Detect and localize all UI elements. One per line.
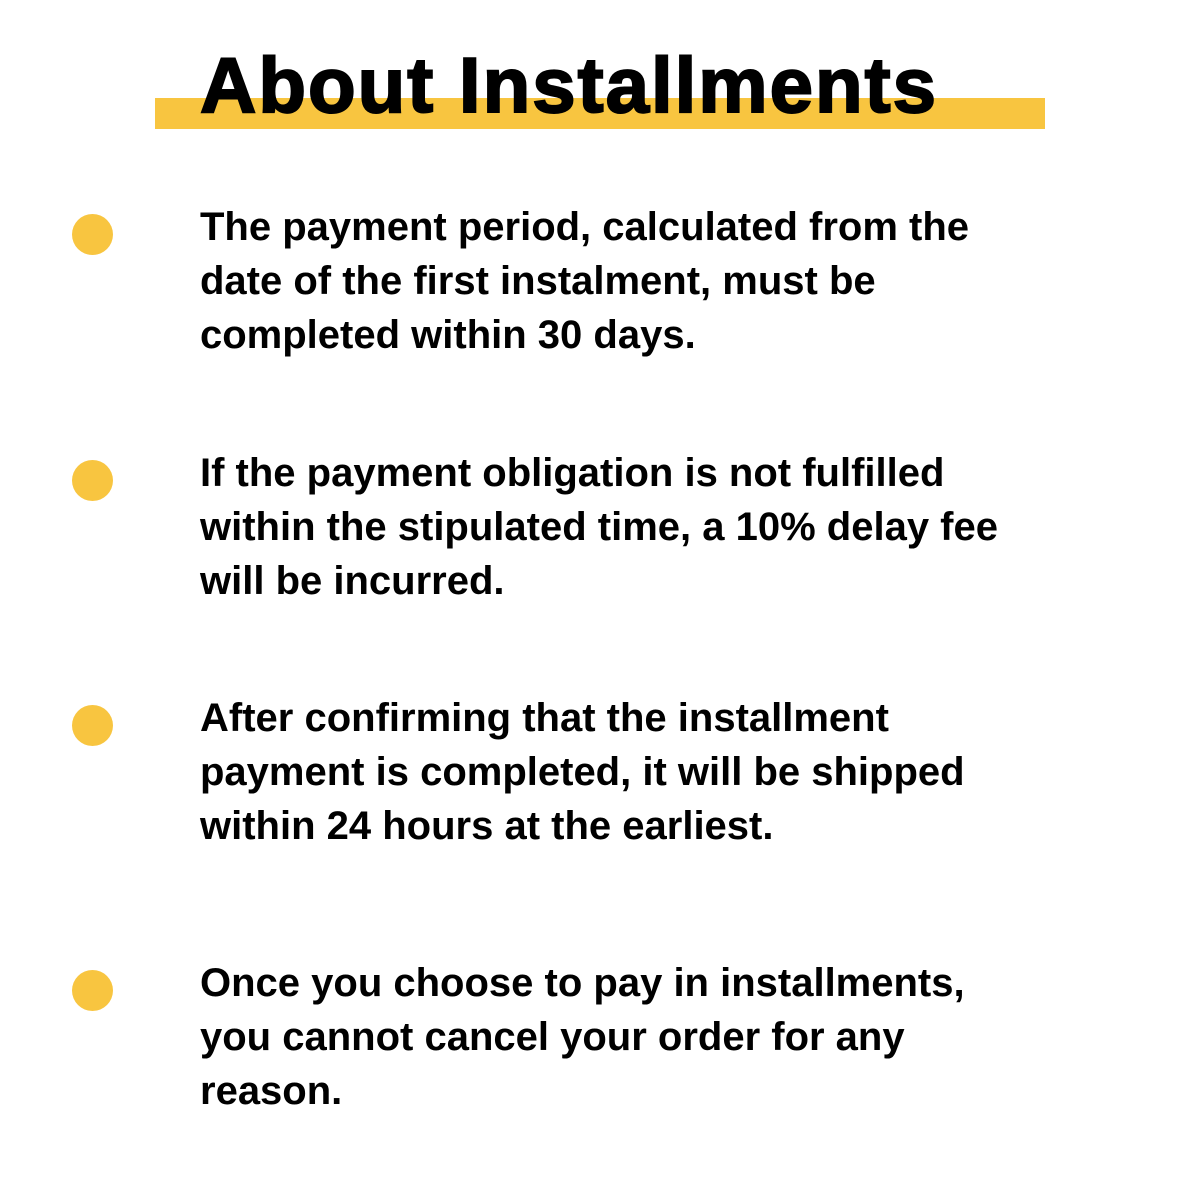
bullet-text-line: After confirming that the installment (200, 696, 889, 740)
bullet-text (200, 200, 969, 362)
bullet-text-line: will be incurred. (200, 559, 505, 603)
bullet-text-line: The payment period, calculated from the (200, 205, 970, 249)
bullet-circle-icon (72, 214, 113, 255)
bullet-text-line: within 24 hours at the earliest. (200, 804, 774, 848)
bullet-text-line: If the payment obligation is not fulfilled (200, 451, 945, 495)
bullet-circle-icon (72, 705, 113, 746)
page-title: About Installments (200, 41, 939, 129)
bullet-circle-icon (72, 460, 113, 501)
bullet-text-line: payment is completed, it will be shipped (200, 750, 965, 794)
bullet-text-line: Once you choose to pay in installments, (200, 961, 965, 1005)
bullet-text-line: within the stipulated time, a 10% delay fee (200, 505, 998, 549)
bullet-circle-icon (72, 970, 113, 1011)
bullet-text-line: completed within 30 days. (200, 313, 696, 357)
bullet-text (200, 446, 998, 608)
bullet-text (200, 691, 965, 853)
bullet-text (200, 956, 965, 1118)
bullet-text-line: you cannot cancel your order for any (200, 1015, 905, 1059)
bullet-text-line: date of the first instalment, must be (200, 259, 876, 303)
bullet-text-line: reason. (200, 1069, 343, 1113)
